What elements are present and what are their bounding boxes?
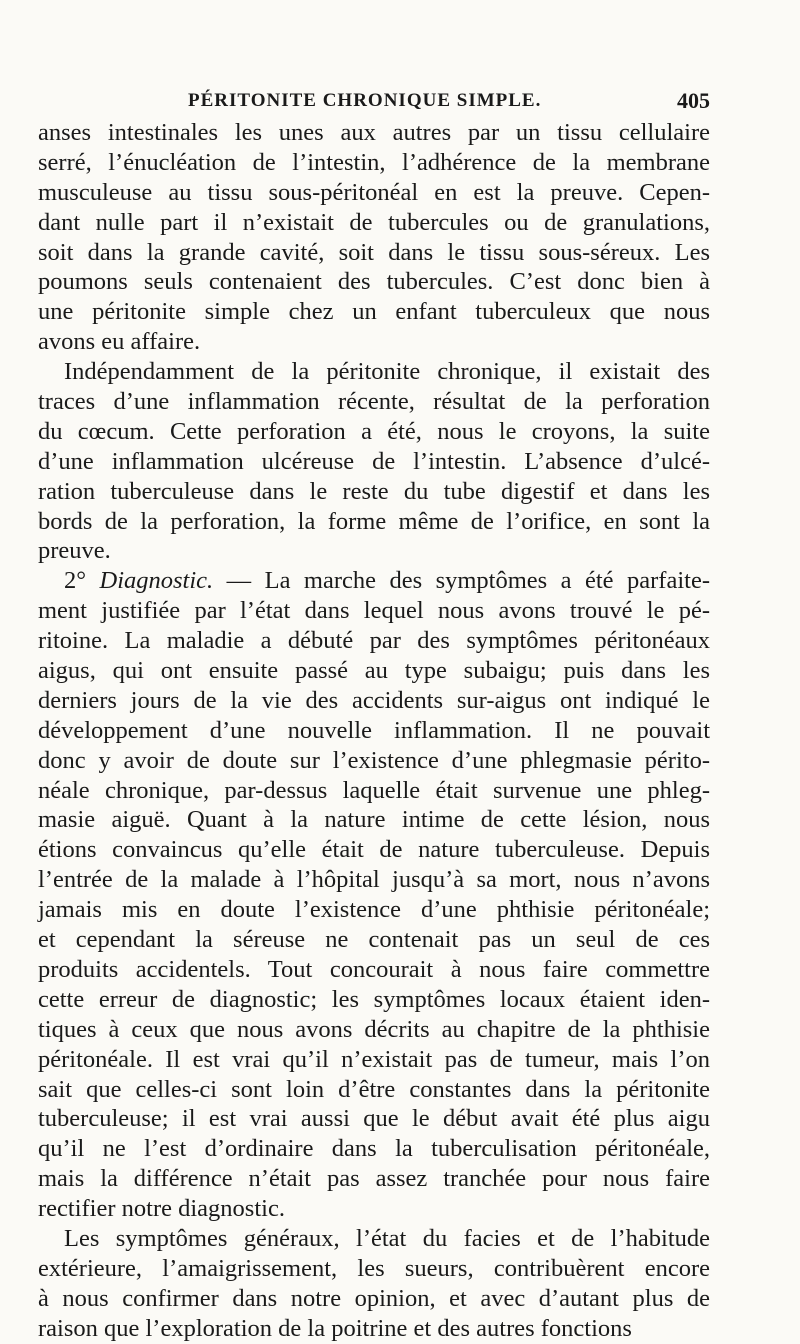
text-line: soit dans la grande cavité, soit dans le tissu sous-séreux. Les [38, 238, 710, 266]
text-line: et cependant la séreuse ne contenait pas un seul de ces [38, 926, 710, 954]
paragraph [38, 357, 710, 566]
text-line: Les symptômes généraux, l’état du facies et de l’habitude [64, 1224, 710, 1252]
paragraph [38, 1224, 710, 1344]
text-line: donc y avoir de doute sur l’existence d’une phlegmasie périto- [38, 746, 710, 774]
text-line: l’entrée de la malade à l’hôpital jusqu’à sa mort, nous n’avons [38, 866, 710, 894]
text-line: péritonéale. Il est vrai qu’il n’existait pas de tumeur, mais l’on [38, 1045, 710, 1073]
text-line: ration tuberculeuse dans le reste du tube digestif et dans les [38, 477, 710, 505]
text-line: tiques à ceux que nous avons décrits au chapitre de la phthisie [38, 1015, 710, 1043]
text-line: produits accidentels. Tout concourait à nous faire commettre [38, 955, 710, 983]
text-line: anses intestinales les unes aux autres par un tissu cellulaire [38, 119, 710, 146]
text-line: serré, l’énucléation de l’intestin, l’adhérence de la membrane [38, 148, 710, 176]
text-line: 2° Diagnostic. — La marche des symptômes a été parfaite- [64, 567, 710, 595]
text-line: extérieure, l’amaigrissement, les sueurs, contribuèrent encore [38, 1254, 710, 1282]
text-line: du cœcum. Cette perforation a été, nous le croyons, la suite [38, 417, 710, 445]
page-number: 405 [677, 88, 710, 113]
text-line: dant nulle part il n’existait de tubercules ou de granulations, [38, 208, 710, 236]
text-line: une péritonite simple chez un enfant tuberculeux que nous [38, 298, 710, 326]
text-line: étions convaincus qu’elle était de nature tuberculeuse. Depuis [38, 836, 710, 864]
text-line: Indépendamment de la péritonite chronique, il existait des [64, 358, 710, 386]
text-line: bords de la perforation, la forme même de l’orifice, en sont la [38, 507, 710, 535]
text-line: preuve. [38, 537, 111, 565]
text-line: ritoine. La maladie a débuté par des symptômes péritonéaux [38, 627, 710, 655]
text-line: qu’il ne l’est d’ordinaire dans la tuberculisation péritonéale, [38, 1135, 710, 1163]
text-line: aigus, qui ont ensuite passé au type subaigu; puis dans les [38, 657, 710, 685]
paragraph [38, 118, 710, 357]
text-line: ment justifiée par l’état dans lequel nous avons trouvé le pé- [38, 597, 710, 625]
paragraph [38, 566, 710, 1224]
running-title: PÉRITONITE CHRONIQUE SIMPLE. [188, 90, 542, 111]
text-line: derniers jours de la vie des accidents sur-aigus ont indiqué le [38, 686, 710, 714]
text-line: tuberculeuse; il est vrai aussi que le début avait été plus aigu [38, 1105, 710, 1133]
text-line: musculeuse au tissu sous-péritonéal en est la preuve. Cepen- [38, 178, 710, 206]
text-line: développement d’une nouvelle inflammation. Il ne pouvait [38, 716, 710, 744]
text-line: traces d’une inflammation récente, résultat de la perforation [38, 388, 710, 416]
text-line: cette erreur de diagnostic; les symptômes locaux étaient iden- [38, 985, 710, 1013]
text-line: jamais mis en doute l’existence d’une phthisie péritonéale; [38, 896, 710, 924]
text-line: à nous confirmer dans notre opinion, et avec d’autant plus de [38, 1284, 710, 1312]
text-line: sait que celles-ci sont loin d’être constantes dans la péritonite [38, 1075, 710, 1103]
text-line: rectifier notre diagnostic. [38, 1195, 285, 1223]
body-text [38, 118, 710, 1344]
text-line: masie aiguë. Quant à la nature intime de cette lésion, nous [38, 806, 710, 834]
text-line: raison que l’exploration de la poitrine et des autres fonctions [38, 1314, 632, 1342]
text-line: avons eu affaire. [38, 328, 201, 356]
text-line: mais la différence n’était pas assez tranchée pour nous faire [38, 1165, 710, 1193]
text-line: d’une inflammation ulcéreuse de l’intestin. L’absence d’ulcé- [38, 447, 710, 475]
text-line: néale chronique, par-dessus laquelle était survenue une phleg- [38, 776, 710, 804]
text-line: poumons seuls contenaient des tubercules. C’est donc bien à [38, 268, 710, 296]
